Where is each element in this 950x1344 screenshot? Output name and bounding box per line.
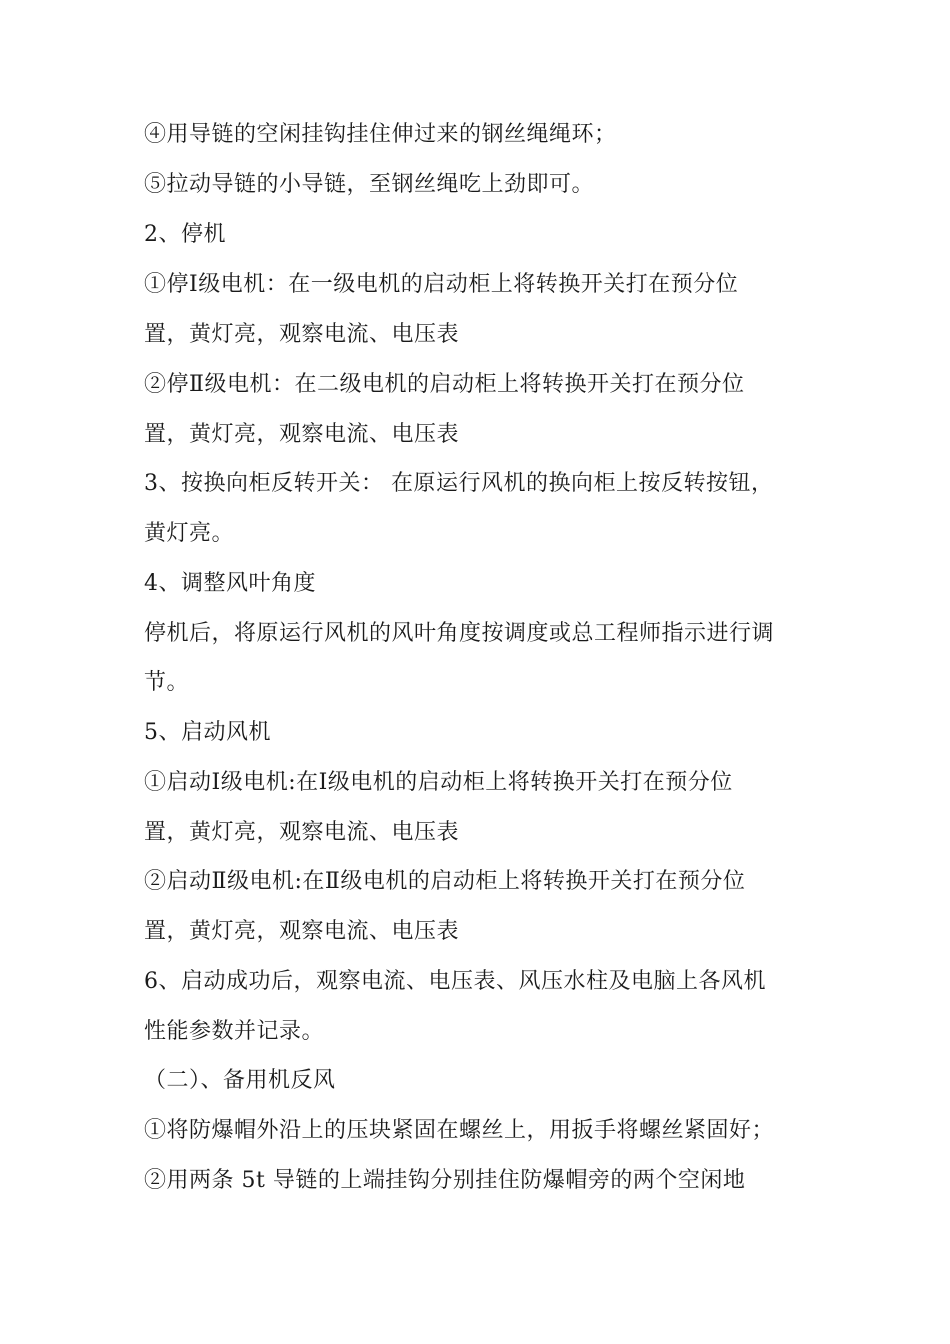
section-heading: （二）、备用机反风 — [144, 1068, 336, 1093]
text-line: 置，黄灯亮，观察电流、电压表 — [144, 322, 460, 347]
text-line: ①启动Ⅰ级电机:在Ⅰ级电机的启动柜上将转换开关打在预分位 — [144, 770, 733, 795]
section-heading: 5、启动风机 — [144, 720, 271, 745]
text-line: ②启动Ⅱ级电机:在Ⅱ级电机的启动柜上将转换开关打在预分位 — [144, 869, 746, 894]
text-line: 置，黄灯亮，观察电流、电压表 — [144, 820, 460, 845]
section-heading: 6、启动成功后，观察电流、电压表、风压水柱及电脑上各风机 — [144, 969, 766, 994]
text-line: ①将防爆帽外沿上的压块紧固在螺丝上，用扳手将螺丝紧固好； — [144, 1118, 775, 1143]
text-line: 黄灯亮。 — [144, 521, 235, 546]
text-line: ②停Ⅱ级电机：在二级电机的启动柜上将转换开关打在预分位 — [144, 372, 745, 397]
text-line: 节。 — [144, 670, 190, 695]
text-line: ①停Ⅰ级电机：在一级电机的启动柜上将转换开关打在预分位 — [144, 272, 739, 297]
section-heading: 4、调整风叶角度 — [144, 571, 316, 596]
text-line: ②用两条 5t 导链的上端挂钩分别挂住防爆帽旁的两个空闲地 — [144, 1168, 746, 1193]
section-heading: 3、按换向柜反转开关： 在原运行风机的换向柜上按反转按钮， — [144, 471, 774, 496]
section-heading: 2、停机 — [144, 222, 226, 247]
text-line: 置，黄灯亮，观察电流、电压表 — [144, 919, 460, 944]
text-line: ④用导链的空闲挂钩挂住伸过来的钢丝绳绳环； — [144, 122, 617, 147]
text-line: 停机后，将原运行风机的风叶角度按调度或总工程师指示进行调 — [144, 621, 775, 646]
text-line: ⑤拉动导链的小导链，至钢丝绳吃上劲即可。 — [144, 172, 595, 197]
text-line: 置，黄灯亮，观察电流、电压表 — [144, 422, 460, 447]
text-line: 性能参数并记录。 — [144, 1019, 325, 1044]
